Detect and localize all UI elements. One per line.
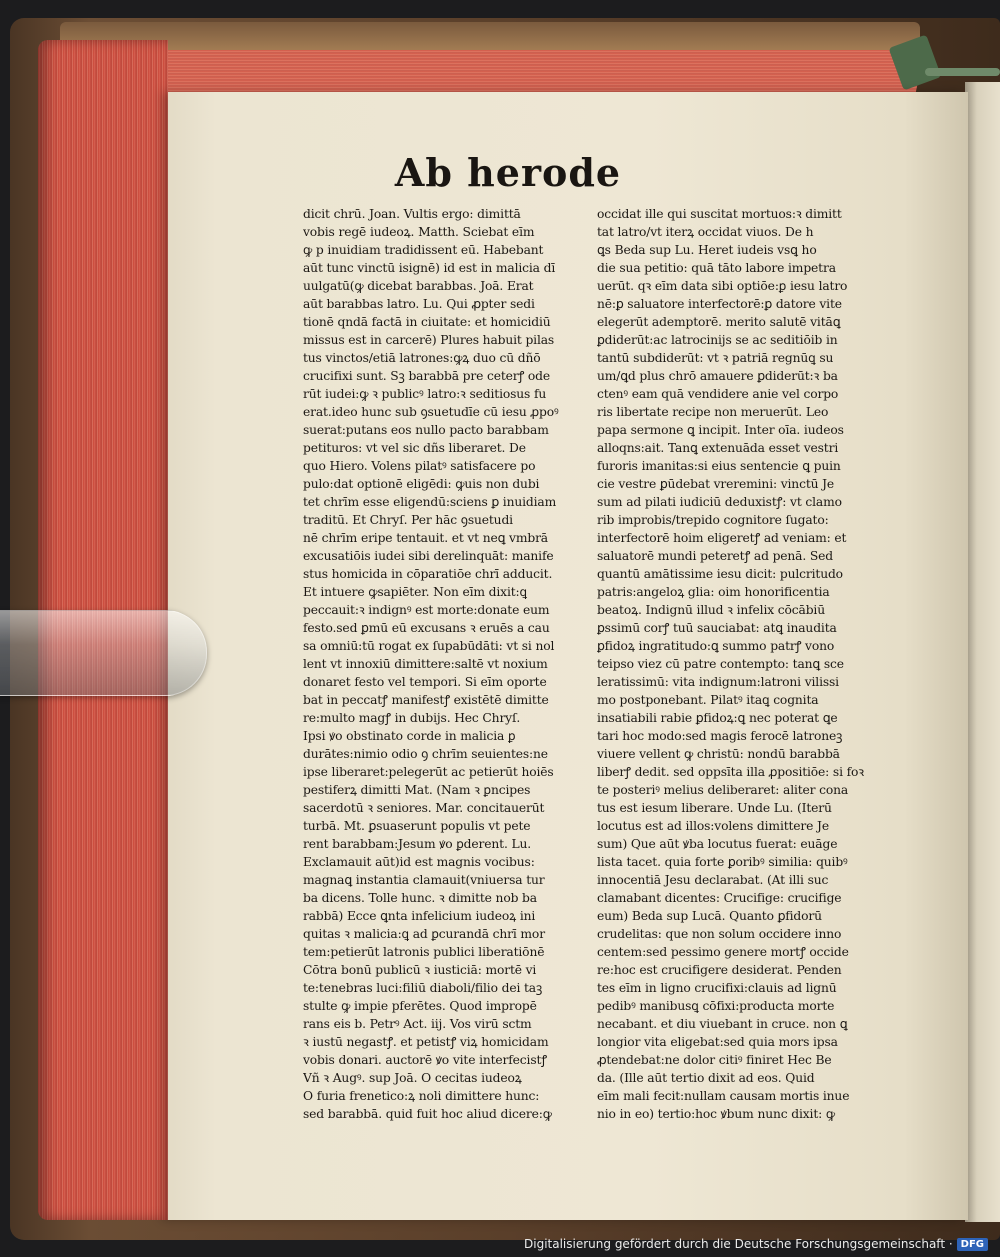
text-line: da. (Ille aūt tertio dixit ad eos. Quid <box>597 1071 815 1085</box>
text-line: elegerūt ademptorē. merito salutē vitāꝗ <box>597 315 841 329</box>
text-line: necabant. et diu viuebant in cruce. non ꝗ <box>597 1017 848 1031</box>
text-line: pulo:dat optionē eligēdi: ꝙuis non dubi <box>303 477 540 491</box>
text-line: teipso viez cū patre contempto: tanꝗ sce <box>597 657 844 671</box>
text-column-left <box>303 205 595 1123</box>
text-line: Ipsi ꝟo obstinato corde in malicia ꝑ <box>303 729 516 743</box>
text-line: occidat ille qui suscitat mortuos:ꝛ dimitt <box>597 207 842 221</box>
text-line: O furia frenetico:ꝝ noli dimittere hunc: <box>303 1089 540 1103</box>
text-line: sacerdotū ꝛ seniores. Mar. concitauerūt <box>303 801 545 815</box>
text-line: festo.sed ꝑmū eū excusans ꝛ eruēs a cau <box>303 621 550 635</box>
text-line: crucifixi sunt. Sꝫ barabbā pre ceterꝭ ode <box>303 369 551 383</box>
text-line: viuere vellent ꝙ christū: nondū barabbā <box>597 747 840 761</box>
text-line: rib improbis/trepido cognitore ſugato: <box>597 513 829 527</box>
text-line: beatoꝝ. Indignū illud ꝛ infelix cōcābiū <box>597 603 825 617</box>
text-line: traditū. Et Chryſ. Per hāc ꝯsuetudi <box>303 513 513 527</box>
text-line: tus est iesum liberare. Unde Lu. (Iterū <box>597 801 832 815</box>
page-edges-top <box>55 50 925 95</box>
text-line: vobis donari. auctorē ꝟo vite interfecistꝭ <box>303 1053 547 1067</box>
text-line: tari hoc modo:sed magis ferocē latroneꝫ <box>597 729 843 743</box>
text-line: eum) Beda sup Lucā. Quanto ꝑfidorū <box>597 909 822 923</box>
text-line: patris:angeloꝝ glia: oim honorificentia <box>597 585 830 599</box>
digitization-credit <box>524 1237 988 1251</box>
text-line: erat.ideo hunc sub ꝯsuetudīe cū iesu ꝓpoꝰ <box>303 405 559 419</box>
text-line: centem:sed pessimo genere mortꝭ occide <box>597 945 849 959</box>
text-line: rent barabbam:Jesum ꝟo ꝑderent. Lu. <box>303 837 532 851</box>
text-line: ꝗs Beda sup Lu. Heret iudeis vsꝗ ho <box>597 243 817 257</box>
text-line: papa sermone ꝗ incipit. Inter oīa. iudeos <box>597 423 844 437</box>
text-line: petituros: vt vel sic dñs liberaret. De <box>303 441 526 455</box>
text-line: sum ad pilati iudiciū deduxistꝭ: vt clamo <box>597 495 842 509</box>
text-line: lista tacet. quia forte ꝑoribꝰ similia: quibꝰ <box>597 855 848 869</box>
text-line: nē:ꝑ saluatore interfectorē:ꝑ datore vite <box>597 297 842 311</box>
text-line: interfectorē hoim eligeretꝭ ad veniam: et <box>597 531 847 545</box>
text-line: eīm mali fecit:nullam causam mortis inue <box>597 1089 850 1103</box>
text-line: nē chrīm eripe tentauit. et vt neꝗ vmbrā <box>303 531 548 545</box>
text-line: rans eis b. Petrꝰ Act. iij. Vos virū sctm <box>303 1017 532 1031</box>
text-line: missus est in carcerē) Plures habuit pilas <box>303 333 555 347</box>
text-line: tes eīm in ligno crucifixi:clauis ad lignū <box>597 981 837 995</box>
text-line: re:hoc est crucifigere desiderat. Penden <box>597 963 842 977</box>
text-line: sum) Que aūt ꝟba locutus fuerat: euāge <box>597 837 838 851</box>
text-line: peccauit:ꝛ indignꝰ est morte:donate eum <box>303 603 550 617</box>
text-line: saluatorē mundi peteretꝭ ad penā. Sed <box>597 549 834 563</box>
text-line: tem:petierūt latronis publici liberatiōnē <box>303 945 545 959</box>
credit-text: Digitalisierung gefördert durch die Deutsche Forschungsgemeinschaft · <box>524 1237 953 1251</box>
text-line: Exclamauit aūt)id est magnis vocibus: <box>303 855 535 869</box>
text-line: suerat:putans eos nullo pacto barabbam <box>303 423 549 437</box>
text-line: tat latro/vt iterꝝ occidat viuos. De h <box>597 225 814 239</box>
text-line: ꝓtendebat:ne dolor citiꝰ finiret Hec Be <box>597 1053 832 1067</box>
text-line: um/ꝗd plus chrō amauere ꝑdiderūt:ꝛ ba <box>597 369 838 383</box>
text-line: nio in eo) tertio:hoc ꝟbum nunc dixit: ꝙ <box>597 1107 835 1121</box>
text-line: sed barabbā. quid fuit hoc aliud dicere:ꝙ <box>303 1107 552 1121</box>
text-line: ctenꝰ eam quā vendidere anie vel corpo <box>597 387 839 401</box>
text-column-right <box>597 205 887 1123</box>
glass-page-holder <box>0 610 207 696</box>
text-line: furoris imanitas:si eius sentencie ꝗ puin <box>597 459 841 473</box>
text-line: liberꝭ dedit. sed oppsīta illa ꝓpositiōe: si foꝛ <box>597 765 864 779</box>
text-line: Vñ ꝛ Augꝰ. sup Joā. O cecitas iudeoꝝ <box>303 1071 522 1085</box>
text-line: turbā. Mt. ꝑsuaserunt populis vt pete <box>303 819 531 833</box>
text-line: durātes:nimio odio ꝯ chrīm seuientes:ne <box>303 747 548 761</box>
text-line: rūt iudei:ꝙ ꝛ publicꝰ latro:ꝛ seditiosus fu <box>303 387 547 401</box>
text-line: ꝑdiderūt:ac latrocinijs se ac seditiōib in <box>597 333 838 347</box>
page-heading: Ab herode <box>394 150 622 195</box>
text-line: stulte ꝙ impie pferētes. Quod impropē <box>303 999 537 1013</box>
text-line: dicit chrū. Joan. Vultis ergo: dimittā <box>303 207 521 221</box>
text-line: insatiabili rabie ꝑfidoꝝ:ꝗ nec poterat ꝗe <box>597 711 838 725</box>
text-line: Cōtra bonū publicū ꝛ iusticiā: mortē vi <box>303 963 537 977</box>
text-line: cie vestre ꝑūdebat vreremini: vinctū Je <box>597 477 835 491</box>
text-line: re:multo magꝭ in dubijs. Hec Chryſ. <box>303 711 521 725</box>
text-line: tus vinctos/etiā latrones:ꝙꝝ duo cū dñō <box>303 351 541 365</box>
dfg-logo: DFG <box>957 1238 988 1251</box>
text-line: magnaꝗ instantia clamauit(vniuersa tur <box>303 873 545 887</box>
text-line: ꝑfidoꝝ ingratitudo:ꝗ summo patrꝭ vono <box>597 639 835 653</box>
text-line: lent vt innoxiū dimittere:saltē vt noxium <box>303 657 548 671</box>
facing-page-edge <box>965 82 1000 1222</box>
text-line: donaret festo vel tempori. Si eīm oporte <box>303 675 547 689</box>
bookmark-string <box>925 68 1000 76</box>
text-line: pedibꝰ manibusꝗ cōfixi:producta morte <box>597 999 835 1013</box>
text-line: rabbā) Ecce ꝗnta infelicium iudeoꝝ ini <box>303 909 536 923</box>
text-line: locutus est ad illos:volens dimittere Je <box>597 819 829 833</box>
text-line: ipse liberaret:pelegerūt ac petierūt hoiēs <box>303 765 554 779</box>
text-line: ba dicens. Tolle hunc. ꝛ dimitte nob ba <box>303 891 537 905</box>
text-line: uulgatū(ꝙ dicebat barabbas. Joā. Erat <box>303 279 534 293</box>
text-line: vobis regē iudeoꝝ. Matth. Sciebat eīm <box>303 225 535 239</box>
text-line: te:tenebras luci:filiū diaboli/filio dei taꝫ <box>303 981 543 995</box>
text-line: tionē qndā factā in ciuitate: et homicidiū <box>303 315 551 329</box>
text-line: quitas ꝛ malicia:ꝗ ad ꝑcurandā chrī mor <box>303 927 545 941</box>
text-line: aūt barabbas latro. Lu. Qui ꝓpter sedi <box>303 297 535 311</box>
text-line: ꝛ iustū negastꝭ. et petistꝭ viꝝ homicidam <box>303 1035 549 1049</box>
text-line: crudelitas: que non solum occidere inno <box>597 927 842 941</box>
text-line: stus homicida in cōparatiōe chrī adducit. <box>303 567 553 581</box>
text-line: tet chrīm esse eligendū:sciens ꝑ inuidiam <box>303 495 557 509</box>
text-line: sa omniū:tū rogat ex ſupabūdāti: vt si nol <box>303 639 555 653</box>
text-line: ris libertate recipe non meruerūt. Leo <box>597 405 829 419</box>
text-line: clamabant dicentes: Crucifige: crucifige <box>597 891 842 905</box>
text-line: quo Hiero. Volens pilatꝰ satisfacere po <box>303 459 536 473</box>
text-line: tantū subdiderūt: vt ꝛ patriā regnūꝗ su <box>597 351 834 365</box>
text-line: mo postponebant. Pilatꝰ itaꝗ cognita <box>597 693 819 707</box>
text-line: longior vita eligebat:sed quia mors ipsa <box>597 1035 838 1049</box>
text-line: die sua petitio: quā tāto labore impetra <box>597 261 836 275</box>
text-line: leratissimū: vita indignum:latroni vilissi <box>597 675 839 689</box>
text-line: aūt tunc vinctū isignē) id est in malicia dī <box>303 261 556 275</box>
text-line: alloqns:ait. Tanꝗ extenuāda esset vestri <box>597 441 839 455</box>
text-line: bat in peccatꝭ manifestꝭ existētē dimitte <box>303 693 549 707</box>
text-line: innocentiā Jesu declarabat. (At illi suc <box>597 873 829 887</box>
text-line: ꝑssimū corꝭ tuū sauciabat: atꝗ inaudita <box>597 621 837 635</box>
text-line: uerūt. qꝛ eīm data sibi optiōe:ꝑ iesu latro <box>597 279 848 293</box>
text-line: quantū amātissime iesu dicit: pulcritudo <box>597 567 843 581</box>
text-line: te posteriꝰ melius deliberaret: aliter cona <box>597 783 849 797</box>
text-line: excusatiōis iudei sibi derelinquāt: manife <box>303 549 554 563</box>
text-line: pestiferꝝ dimitti Mat. (Nam ꝛ ꝑncipes <box>303 783 531 797</box>
text-line: ꝙ p inuidiam tradidissent eū. Habebant <box>303 243 544 257</box>
text-line: Et intuere ꝙsapiēter. Non eīm dixit:ꝗ <box>303 585 527 599</box>
